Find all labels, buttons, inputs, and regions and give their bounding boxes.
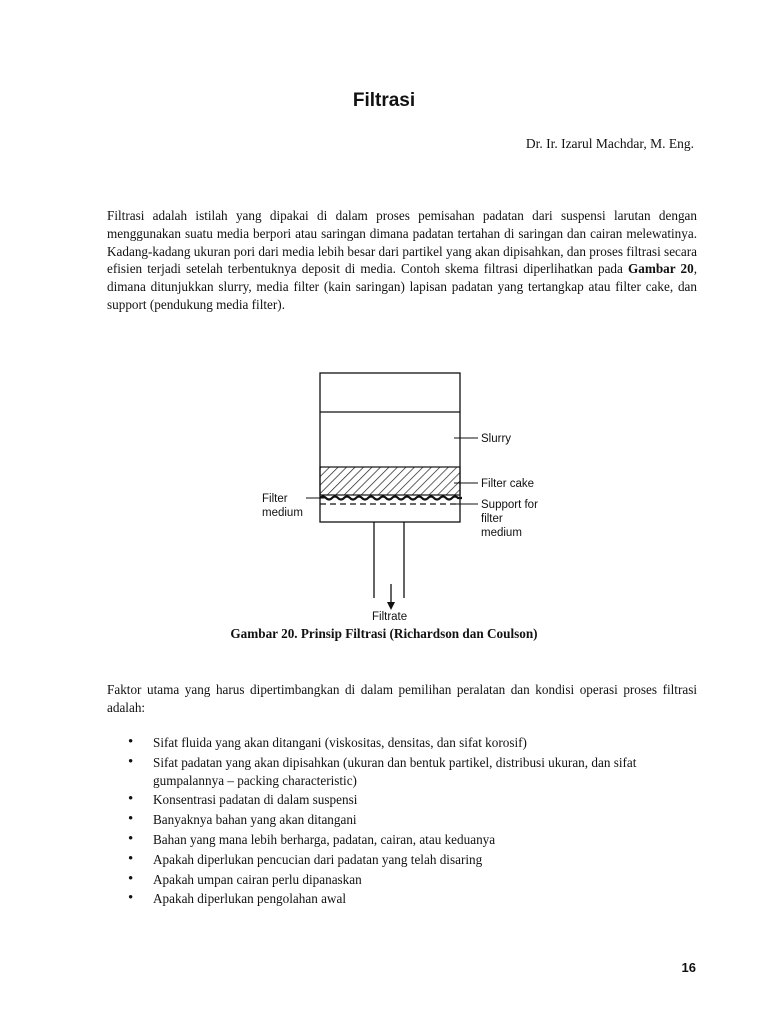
label-support-3: medium <box>481 527 522 539</box>
filter-cake-layer <box>320 467 460 495</box>
figure-caption: Gambar 20. Prinsip Filtrasi (Richardson dan Coulson) <box>230 626 538 641</box>
filtration-diagram <box>250 368 550 626</box>
label-filtrate: Filtrate <box>372 611 408 623</box>
intro-text-after: , dimana ditunjukkan slurry, media filter (kain saringan) lapisan padatan yang tertangkap atau filter cake, dan support (pendukung media filter). <box>107 261 697 312</box>
label-support-2: filter <box>481 513 503 525</box>
intro-text-before: Filtrasi adalah istilah yang dipakai di dalam proses pemisahan padatan dari suspensi larutan dengan menggunakan suatu media berpori atau saringan dimana padatan tertahan di saringan dan cairan melewatinya. Kadang-kadang ukuran pori dari media lebih besar dari partikel yang akan dipisahkan, dan proses filtrasi secara efisien terjadi setelah terbentuknya deposit di media. Contoh skema filtrasi diperlihatkan pada <box>107 208 697 277</box>
label-filter-medium-2: medium <box>262 507 303 519</box>
list-item: • Banyaknya bahan yang akan ditangani <box>128 811 698 829</box>
list-item: • Apakah diperlukan pencucian dari padatan yang telah disaring <box>128 851 698 869</box>
label-support-1: Support for <box>481 499 538 511</box>
label-filter-cake: Filter cake <box>481 478 535 490</box>
page-title: Filtrasi <box>352 90 416 111</box>
list-item: • Apakah umpan cairan perlu dipanaskan <box>128 871 698 889</box>
intro-paragraph <box>107 207 697 314</box>
list-item: • Bahan yang mana lebih berharga, padatan, cairan, atau keduanya <box>128 831 698 849</box>
list-item: • Sifat padatan yang akan dipisahkan (ukuran dan bentuk partikel, distribusi ukuran, dan sifat gumpalannya – packing characteristic) <box>128 754 698 790</box>
filter-medium-layer <box>320 497 462 500</box>
list-item: • Apakah diperlukan pengolahan awal <box>128 890 698 908</box>
page-number: 16 <box>681 960 696 975</box>
label-slurry: Slurry <box>481 433 512 445</box>
factors-intro: Faktor utama yang harus dipertimbangkan di dalam pemilihan peralatan dan kondisi operasi proses filtrasi adalah: <box>107 682 697 715</box>
list-item: • Sifat fluida yang akan ditangani (viskositas, densitas, dan sifat korosif) <box>128 734 698 752</box>
label-filter-medium-1: Filter <box>262 493 288 505</box>
filtrate-arrow-icon <box>387 602 395 610</box>
author-line: Dr. Ir. Izarul Machdar, M. Eng. <box>525 136 694 151</box>
factors-list <box>128 734 698 910</box>
list-item: • Konsentrasi padatan di dalam suspensi <box>128 791 698 809</box>
figure-reference: Gambar 20 <box>628 261 694 277</box>
